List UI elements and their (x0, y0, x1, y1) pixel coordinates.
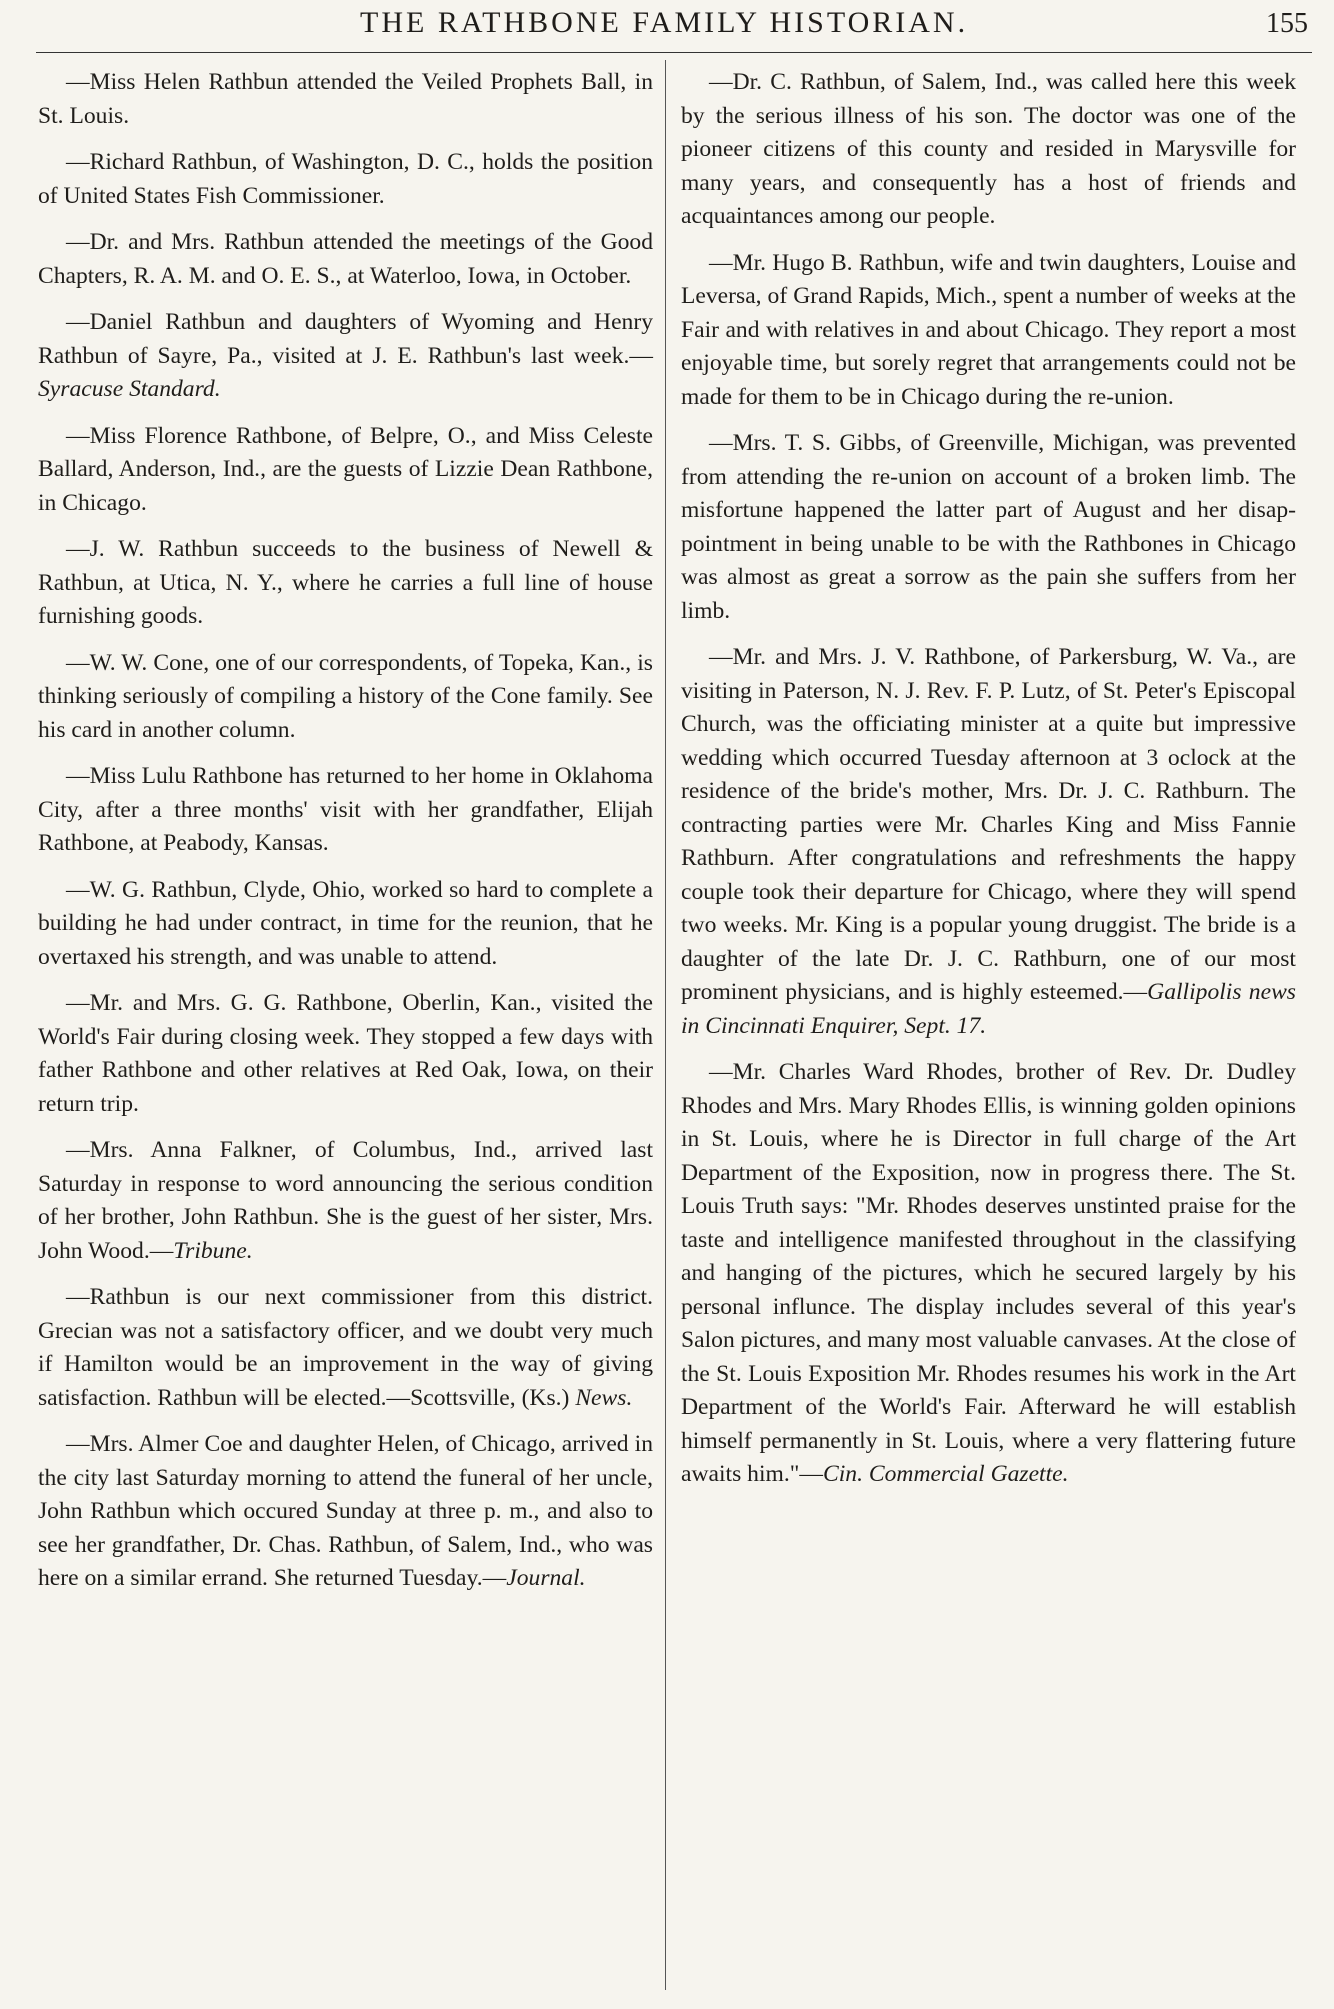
page-number: 155 (1266, 8, 1308, 39)
item-text: —J. W. Rathbun succeeds to the business of Newell & Rathbun, at Utica, N. Y., where he carries a full line of house furnishing goods. (38, 536, 653, 629)
column-divider (665, 60, 666, 1990)
news-item (38, 987, 653, 1121)
item-source: Tribune. (173, 1237, 253, 1264)
item-text: —Mr. and Mrs. G. G. Rathbone, Oberlin, Kan., visited the World's Fair during closing week. They stopped a few days with father Rathbone and other relatives at Red Oak, Iowa, on their return trip. (38, 990, 653, 1117)
item-text: —Mrs. Almer Coe and daughter Helen, of Chicago, arrived in the city last Saturday morning to attend the funeral of her uncle, John Rathbun which occured Sunday at three p. m., and also to see her grandfather, Dr. Chas. Rathbun, of Salem, Ind., who was here on a similar errand. She returned Tuesday.— (38, 1431, 653, 1591)
item-text: —Miss Helen Rathbun attended the Veiled Prophets Ball, in St. Louis. (38, 69, 653, 129)
news-item (38, 874, 653, 975)
item-text: —Miss Florence Rathbone, of Belpre, O., and Miss Celeste Ballard, Anderson, Ind., are the guests of Lizzie Dean Rathbone, in Chicago. (38, 422, 653, 516)
news-item (38, 1281, 653, 1415)
item-source: Gallipolis news in Cincinnati Enquirer, Sept. 17. (681, 979, 1296, 1039)
news-item (38, 226, 653, 293)
news-item (681, 641, 1296, 1043)
item-text: —Mr. Hugo B. Rathbun, wife and twin daughters, Louise and Leversa, of Grand Rapids, Mich., spent a number of weeks at the Fair and with relatives in and about Chicago. They report a most enjoyable time, but sorely regret that arrangements could not be made for them to be in Chicago during the re-union. (681, 249, 1296, 410)
item-text: —Rathbun is our next commissioner from this district. Grecian was not a satisfactory officer, and we doubt very much if Hamilton would be an improvement in the way of giving satisfaction. Rathbun will be elected.—Scottsville, (Ks.) (38, 1284, 653, 1411)
news-item (38, 306, 653, 407)
header-rule (36, 52, 1312, 53)
news-item (38, 533, 653, 634)
page-title: THE RATHBONE FAMILY HISTORIAN. (360, 6, 969, 39)
running-header (0, 2, 1334, 48)
news-item (38, 146, 653, 213)
item-text: —Daniel Rathbun and daughters of Wyoming and Henry Rathbun of Sayre, Pa., visited at J. E. Rathbun's last week.— (38, 309, 653, 369)
news-item (38, 1428, 653, 1596)
item-text: —Richard Rathbun, of Washington, D. C., holds the position of United States Fish Commissioner. (38, 149, 653, 209)
news-item (681, 1056, 1296, 1492)
right-column (681, 66, 1296, 1505)
news-item (38, 647, 653, 748)
news-item (681, 427, 1296, 628)
item-text: —Dr. C. Rathbun, of Salem, Ind., was called here this week by the serious illness of his son. The doctor was one of the pioneer citizens of this county and resided in Marysville for many years, and consequently has a host of friends and acquaintances among our people. (681, 69, 1296, 229)
item-text: —Miss Lulu Rathbone has returned to her home in Oklahoma City, after a three months' visit with her grandfather, Elijah Rathbone, at Peabody, Kansas. (38, 763, 653, 856)
item-text: —Dr. and Mrs. Rathbun attended the meetings of the Good Chapters, R. A. M. and O. E. S., at Waterloo, Iowa, in October. (38, 229, 653, 289)
news-item (38, 760, 653, 861)
item-source: News. (575, 1384, 633, 1411)
news-item (38, 66, 653, 133)
news-item (681, 247, 1296, 415)
item-text: —Mrs. T. S. Gibbs, of Greenville, Michigan, was prevented from attending the re-union on account of a broken limb. The misfortune happened the latter part of August and her disappointment in being unable to be with the Rathbones in Chicago was almost as great a sorrow as the pain she suffers from her limb. (681, 430, 1296, 624)
news-item (38, 420, 653, 521)
left-column (38, 66, 653, 1609)
item-text: —W. G. Rathbun, Clyde, Ohio, worked so hard to complete a building he had under contract, in time for the reunion, that he overtaxed his strength, and was unable to attend. (38, 876, 653, 970)
item-source: Syracuse Standard. (38, 376, 221, 402)
item-text: —Mrs. Anna Falkner, of Columbus, Ind., arrived last Saturday in response to word announcing the serious condition of her brother, John Rathbun. She is the guest of her sister, Mrs. John Wood.— (38, 1137, 653, 1264)
item-text: —Mr. and Mrs. J. V. Rathbone, of Parkersburg, W. Va., are visiting in Paterson, N. J. Rev. F. P. Lutz, of St. Peter's Episcopal Church, was the officiating minister at a quite but impressive wedding which occurred Tuesday afternoon at 3 oclock at the residence of the bride's mother, Mrs. Dr. J. C. Rathburn. The contracting parties were Mr. Charles King and Miss Fannie Rathburn. After congratulations and refreshments the happy couple took their departure for Chicago, where they will spend two weeks. Mr. King is a popular young druggist. The bride is a daughter of the late Dr. J. C. Rathburn, one of our most prominent physicians, and is highly esteemed.— (681, 644, 1296, 1005)
item-source: Journal. (506, 1565, 586, 1591)
item-text: —Mr. Charles Ward Rhodes, brother of Rev. Dr. Dudley Rhodes and Mrs. Mary Rhodes Ellis, is winning golden opinions in St. Louis, where he is Director in full charge of the Art Department of the Exposition, now in progress there. The St. Louis Truth says: "Mr. Rhodes deserves unstinted praise for the taste and intelligence manifested throughout in the classifying and hanging of the pictures, which he secured largely by his personal influnce. The display includes several of this year's Salon pictures, and many most valuable canvases. At the close of the St. Louis Exposition Mr. Rhodes resumes his work in the Art Department of the World's Fair. Afterward he will establish himself permanently in St. Louis, where a very flattering future awaits him."— (681, 1059, 1296, 1487)
item-source: Cin. Commercial Gazette. (823, 1461, 1069, 1487)
news-item (681, 66, 1296, 234)
news-item (38, 1134, 653, 1268)
item-text: —W. W. Cone, one of our correspondents, of Topeka, Kan., is thinking seriously of compiling a history of the Cone family. See his card in another column. (38, 649, 653, 743)
